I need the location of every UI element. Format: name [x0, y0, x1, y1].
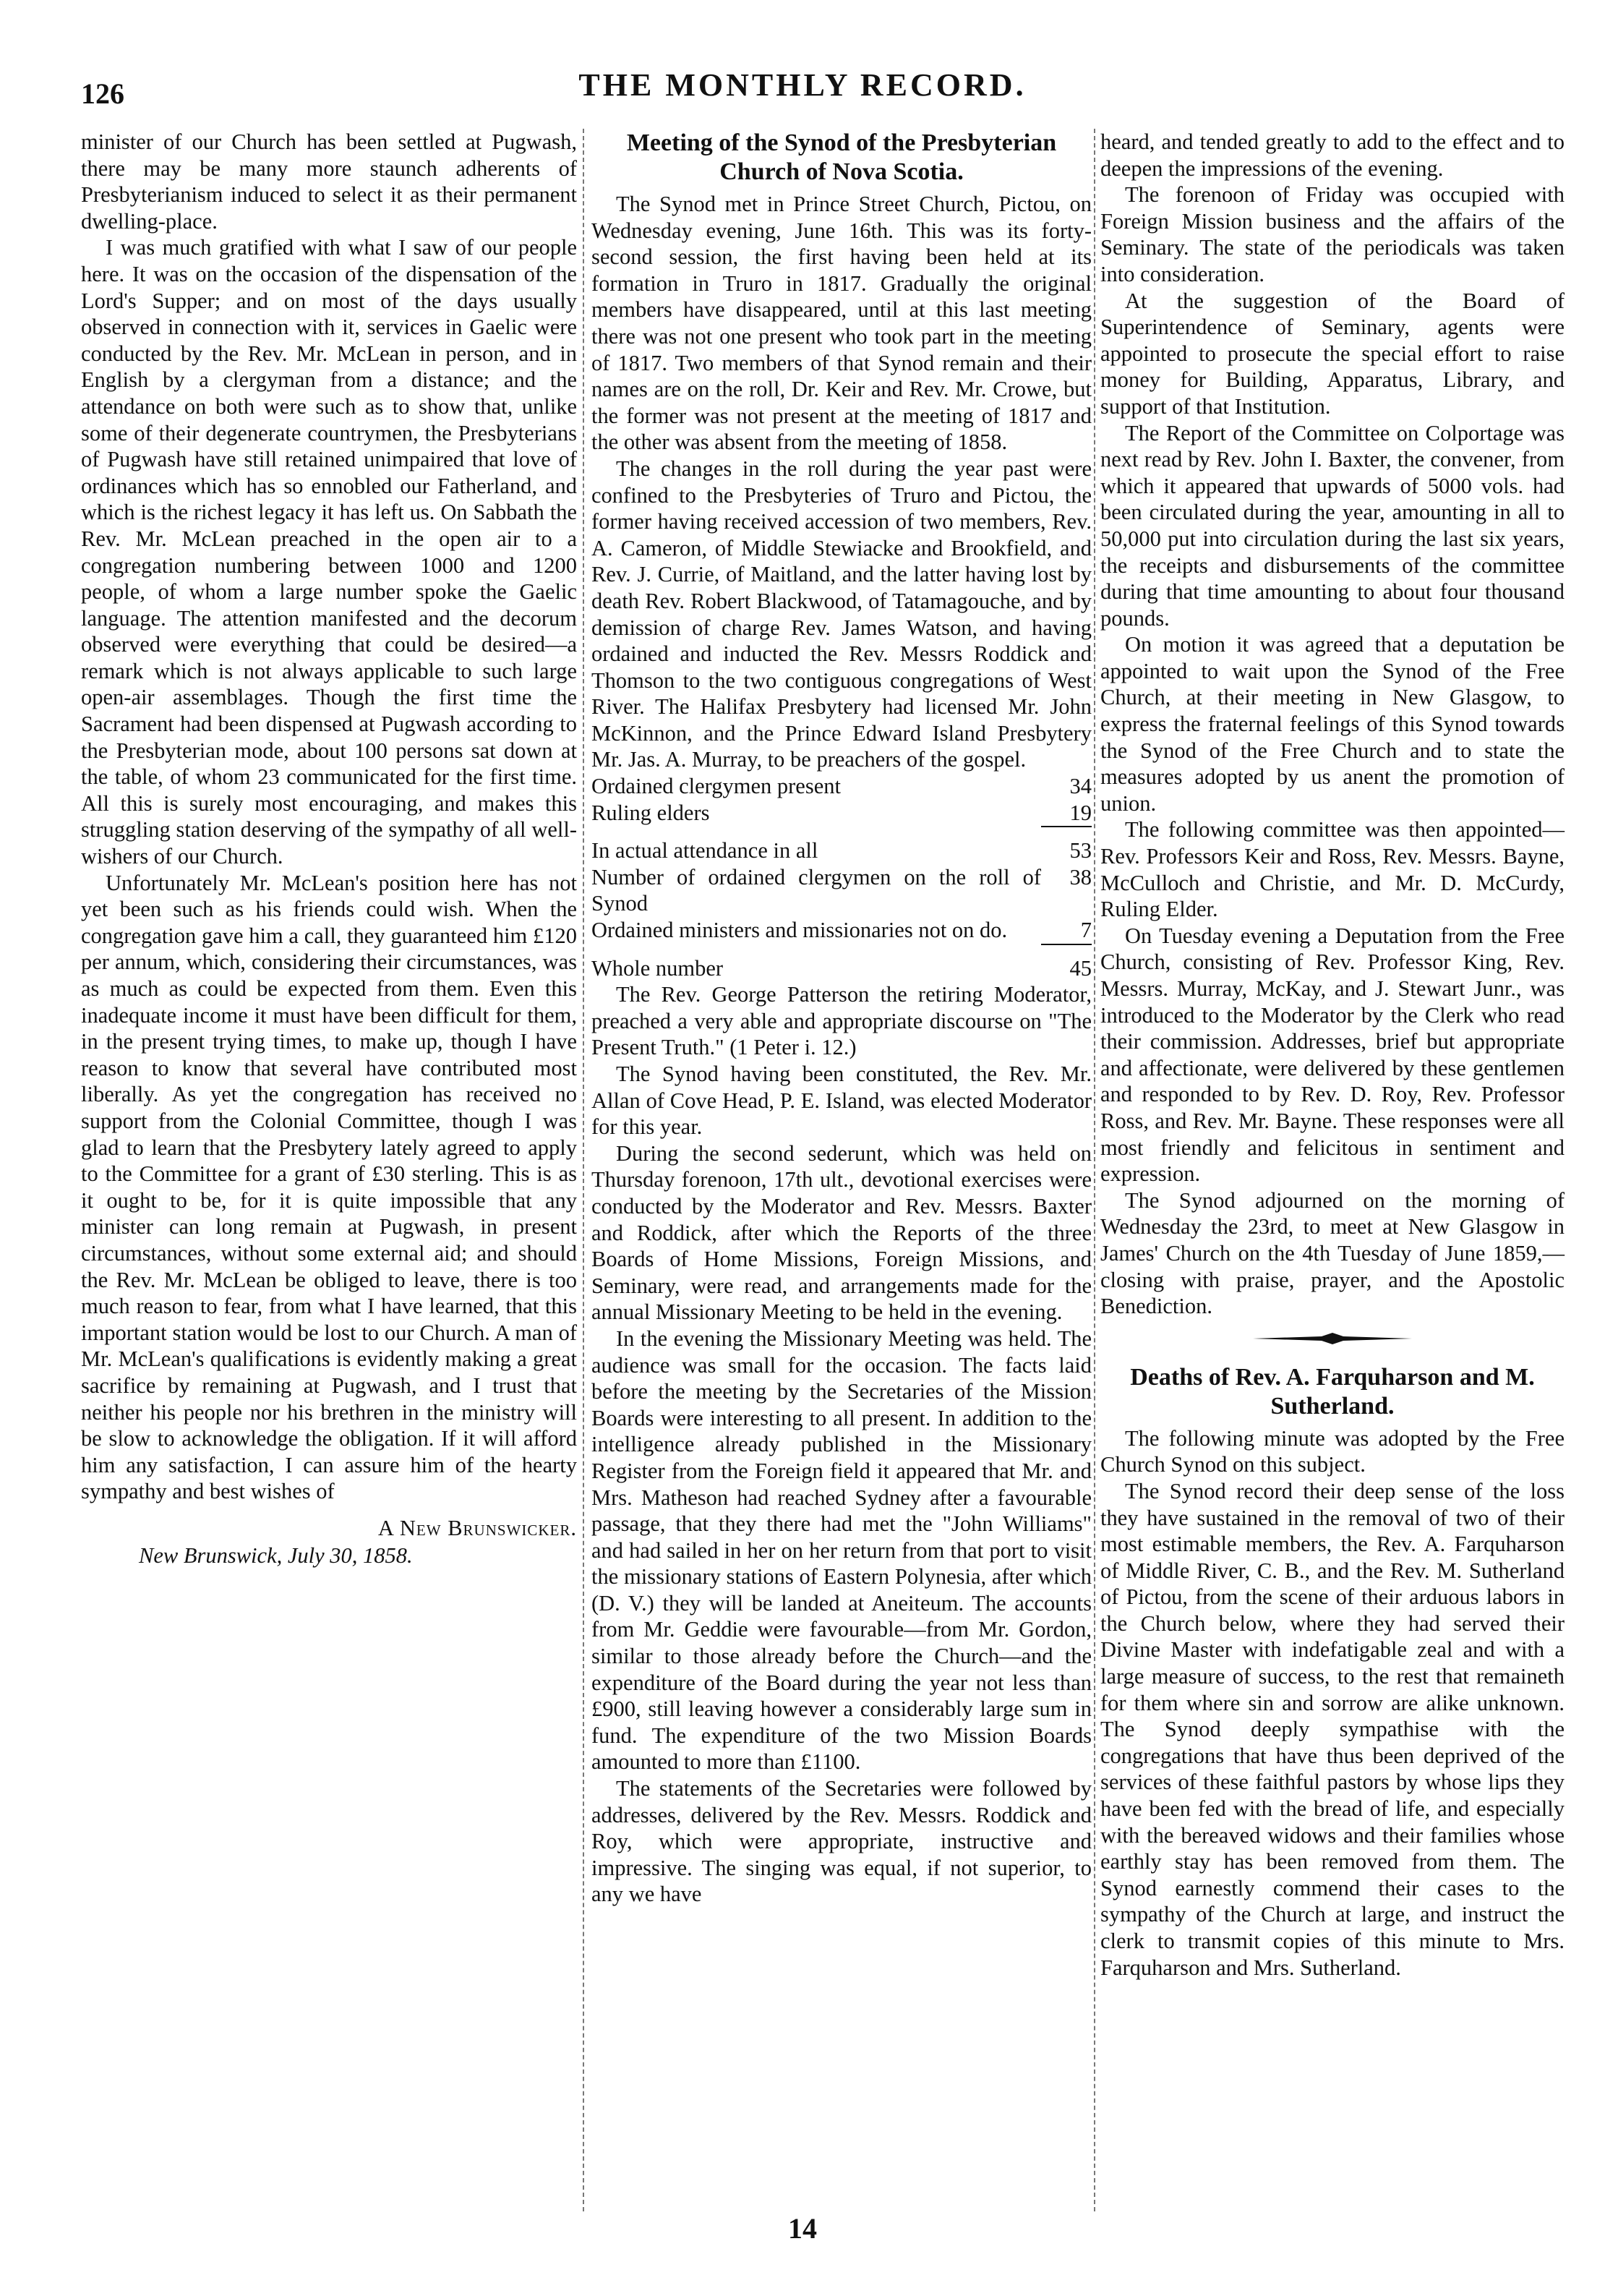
- paragraph: I was much gratified with what I saw of our people here. It was on the occasion of the dispensation of the Lord's Supper; and on most of the days usually observed in connection with it, services in Gaelic were conducted by the Rev. Mr. McLean in person, and in English by a clergyman from a distance; and the attendance on both were such as to show that, unlike some of their degenerate countrymen, the Presbyterians of Pugwash have still retained unimpaired that love of ordinances which has so ennobled our Fatherland, and which is the richest legacy it has left us. On Sabbath the Rev. Mr. McLean preached in the open air to a congregation numbering between 1000 and 1200 people, of whom a large number spoke the Gaelic language. The attention manifested and the decorum observed were everything that could be desired—a remark which is not always applicable to such large open-air assemblages. Though the first time the Sacrament had been dispensed at Pugwash according to the Presbyterian mode, about 100 persons sat down at the table, of whom 23 communicated for the first time. All this is surely most encouraging, and makes this struggling station deserving of the sympathy of all well-wishers of our Church.: [81, 235, 577, 869]
- paragraph: At the suggestion of the Board of Superintendence of Seminary, agents were appointed to prosecute the special effort to raise money for Building, Apparatus, Library, and support of that Institution.: [1100, 288, 1565, 419]
- synod-stats-table: [591, 773, 1092, 981]
- paragraph: The Synod adjourned on the morning of Wednesday the 23rd, to meet at New Glasgow in James' Church on the 4th Tuesday of June 1859,—closing with praise, prayer, and the Apostolic Benediction.: [1100, 1187, 1565, 1319]
- running-head: THE MONTHLY RECORD.: [578, 67, 1027, 103]
- paragraph: The Report of the Committee on Colportage was next read by Rev. John I. Baxter, the convener, from which it appeared that upwards of 5000 vols. had been circulated during the year, amounting in all to 50,000 put into circulation during the last six years, the receipts and disbursements of the committee during that time amounting to about four thousand pounds.: [1100, 420, 1565, 631]
- paragraph: The Synod having been constituted, the Rev. Mr. Allan of Cove Head, P. E. Island, was elected Moderator for this year.: [591, 1062, 1092, 1140]
- stat-value: 7: [1041, 917, 1092, 945]
- paragraph: On Tuesday evening a Deputation from the Free Church, consisting of Rev. Professor King, Rev. Messrs. Murray, McKay, and J. Stewart Junr., was introduced to the Moderator by the Clerk who read their commission. Addresses, brief but appropriate and affectionate, were delivered by these gentlemen and responded to by Rev. D. Roy, Rev. Professor Ross, and Rev. Mr. Bayne. These responses were all most friendly and felicitous in sentiment and expression.: [1100, 923, 1565, 1187]
- page-number: 126: [81, 77, 124, 110]
- signature: A New Brunswicker.: [377, 1515, 577, 1540]
- stat-row: [591, 837, 1092, 864]
- dateline: New Brunswick, July 30, 1858.: [139, 1543, 413, 1569]
- section-divider-ornament: [1100, 1333, 1565, 1344]
- stat-label: Whole number: [591, 955, 724, 981]
- article-heading: Deaths of Rev. A. Farquharson and M. Sutherland.: [1130, 1363, 1535, 1420]
- stat-label: Ordained clergymen present: [591, 774, 841, 799]
- stat-label: Number of ordained clergymen on the roll of Synod: [591, 864, 1041, 916]
- paragraph: minister of our Church has been settled at Pugwash, there may be many more staunch adherents of Presbyterianism induced to select it as their permanent dwelling-place.: [81, 129, 577, 234]
- column-rule: [583, 129, 584, 2211]
- stat-row: [591, 917, 1092, 945]
- paragraph: The statements of the Secretaries were followed by addresses, delivered by the Rev. Messrs. Roddick and Roy, which were appropriate, instructive and impressive. The singing was equal, if not superior, to any we have: [591, 1776, 1092, 1907]
- stat-value: 19: [1041, 800, 1092, 828]
- paragraph: The Rev. George Patterson the retiring Moderator, preached a very able and appropriate discourse on "The Present Truth." (1 Peter i. 12.): [591, 982, 1092, 1060]
- folio-signature-mark: 14: [788, 2212, 817, 2245]
- ornament-rule-icon: [1253, 1333, 1412, 1344]
- stat-row: [591, 955, 1092, 982]
- stat-label: In actual attendance in all: [591, 838, 818, 863]
- paragraph: In the evening the Missionary Meeting was held. The audience was small for the occasion. The facts laid before the meeting by the Secretaries of the Mission Boards were interesting to all present. In addition to the intelligence already published in the Missionary Register from the Foreign field it appeared that Mr. and Mrs. Matheson had reached Sydney after a favourable passage, that they there had met the "John Williams" and had sailed in her on her return from that port to visit the missionary stations of Eastern Polynesia, after which (D. V.) they will be landed at Aneiteum. The accounts from Mr. Geddie were favourable—from Mr. Gordon, similar to those already before the Church—and the expenditure of the Board during the year not less than £900, still leaving however a considerably large sum in fund. The expenditure of the two Mission Boards amounted to more than £1100.: [591, 1326, 1092, 1775]
- stat-label: Ordained ministers and missionaries not on do.: [591, 918, 1008, 943]
- article-heading: Meeting of the Synod of the Presbyterian Church of Nova Scotia.: [626, 129, 1057, 185]
- column-3: [1100, 129, 1565, 1981]
- paragraph: The Synod record their deep sense of the loss they have sustained in the removal of two of their most estimable members, the Rev. A. Farquharson of Middle River, C. B., and the Rev. M. Sutherland of Pictou, from the scene of their arduous labors in the Church below, where they had served their Divine Master with indefatigable zeal and with a large measure of success, to the rest that remaineth for them where sin and sorrow are alike unknown. The Synod deeply sympathise with the congregations that have thus been deprived of the services of these faithful pastors by whose lips they have been fed with the bread of life, and especially with the bereaved widows and their families whose earthly stay has been removed from them. The Synod earnestly commend their cases to the sympathy of the Church at large, and instruct the clerk to transmit copies of this minute to Mrs. Farquharson and Mrs. Sutherland.: [1100, 1478, 1565, 1980]
- stat-row: [591, 773, 1092, 800]
- stat-value: 34: [1069, 774, 1092, 799]
- column-rule: [1094, 129, 1095, 2211]
- stat-row: [591, 864, 1092, 917]
- stat-value: 53: [1069, 838, 1092, 863]
- column-2: [591, 129, 1092, 1908]
- paragraph: The changes in the roll during the year past were confined to the Presbyteries of Truro and Pictou, the former having received accession of two members, Rev. A. Cameron, of Middle Stewiacke and Brookfield, and Rev. J. Currie, of Maitland, and the latter having lost by death Rev. Robert Blackwood, of Tatamagouche, and by demission of charge Rev. James Watson, and having ordained and inducted the Rev. Messrs Roddick and Thomson to the two contiguous congregations of West River. The Halifax Presbytery had licensed Mr. John McKinnon, and the Prince Edward Island Presbytery Mr. Jas. A. Murray, to be preachers of the gospel.: [591, 456, 1092, 772]
- paragraph: heard, and tended greatly to add to the effect and to deepen the impressions of the evening.: [1100, 129, 1565, 181]
- paragraph: During the second sederunt, which was held on Thursday forenoon, 17th ult., devotional exercises were conducted by the Moderator and Rev. Messrs. Baxter and Roddick, after which the Reports of the three Boards of Home Missions, Foreign Missions, and Seminary, were read, and arrangements made for the annual Missionary Meeting to be held in the evening.: [591, 1140, 1092, 1325]
- stat-label: Ruling elders: [591, 800, 710, 825]
- paragraph: On motion it was agreed that a deputation be appointed to wait upon the Synod of the Free Church, at their meeting in New Glasgow, to express the fraternal feelings of this Synod towards the Synod of the Free Church and to state the measures adopted by us anent the promotion of union.: [1100, 632, 1565, 816]
- paragraph: The forenoon of Friday was occupied with Foreign Mission business and the affairs of the Seminary. The state of the periodicals was taken into consideration.: [1100, 182, 1565, 286]
- column-1: [81, 129, 577, 1569]
- paragraph: The following committee was then appointed—Rev. Professors Keir and Ross, Rev. Messrs. Bayne, McCulloch and Christie, and Mr. D. McCurdy, Ruling Elder.: [1100, 817, 1565, 922]
- paragraph: The following minute was adopted by the Free Church Synod on this subject.: [1100, 1425, 1565, 1477]
- stat-value: 38: [1069, 864, 1092, 889]
- paragraph: The Synod met in Prince Street Church, Pictou, on Wednesday evening, June 16th. This was its forty-second session, the first having been held at its formation in Truro in 1817. Gradually the original members have disappeared, until at this last meeting there was not one present who took part in the meeting of 1817. Two members of that Synod remain and their names are on the roll, Dr. Keir and Rev. Mr. Crowe, but the former was not present at the meeting of 1817 and the other was absent from the meeting of 1858.: [591, 192, 1092, 455]
- paragraph: Unfortunately Mr. McLean's position here has not yet been such as his friends could wish. When the congregation gave him a call, they guaranteed him £120 per annum, which, considering their circumstances, was as much as could be expected from them. Even this inadequate income it must have been difficult for them, in the present trying times, to make up, though I have reason to know that several have contributed most liberally. As yet the congregation has received no support from the Colonial Committee, though I was glad to learn that the Presbytery lately agreed to apply to the Committee for a grant of £30 sterling. This is as it ought to be, for it is quite impossible that any minister can long remain at Pugwash, in present circumstances, without some external aid; and should the Rev. Mr. McLean be obliged to leave, there is too much reason to fear, from what I have learned, that this important station would be lost to our Church. A man of Mr. McLean's qualifications is evidently making a great sacrifice by remaining at Pugwash, and I trust that neither his people nor his brethren in the ministry will be slow to acknowledge the obligation. If it will afford him any satisfaction, I can assure him of the hearty sympathy and best wishes of: [81, 870, 577, 1504]
- stat-row: [591, 800, 1092, 828]
- stat-value: 45: [1069, 955, 1092, 981]
